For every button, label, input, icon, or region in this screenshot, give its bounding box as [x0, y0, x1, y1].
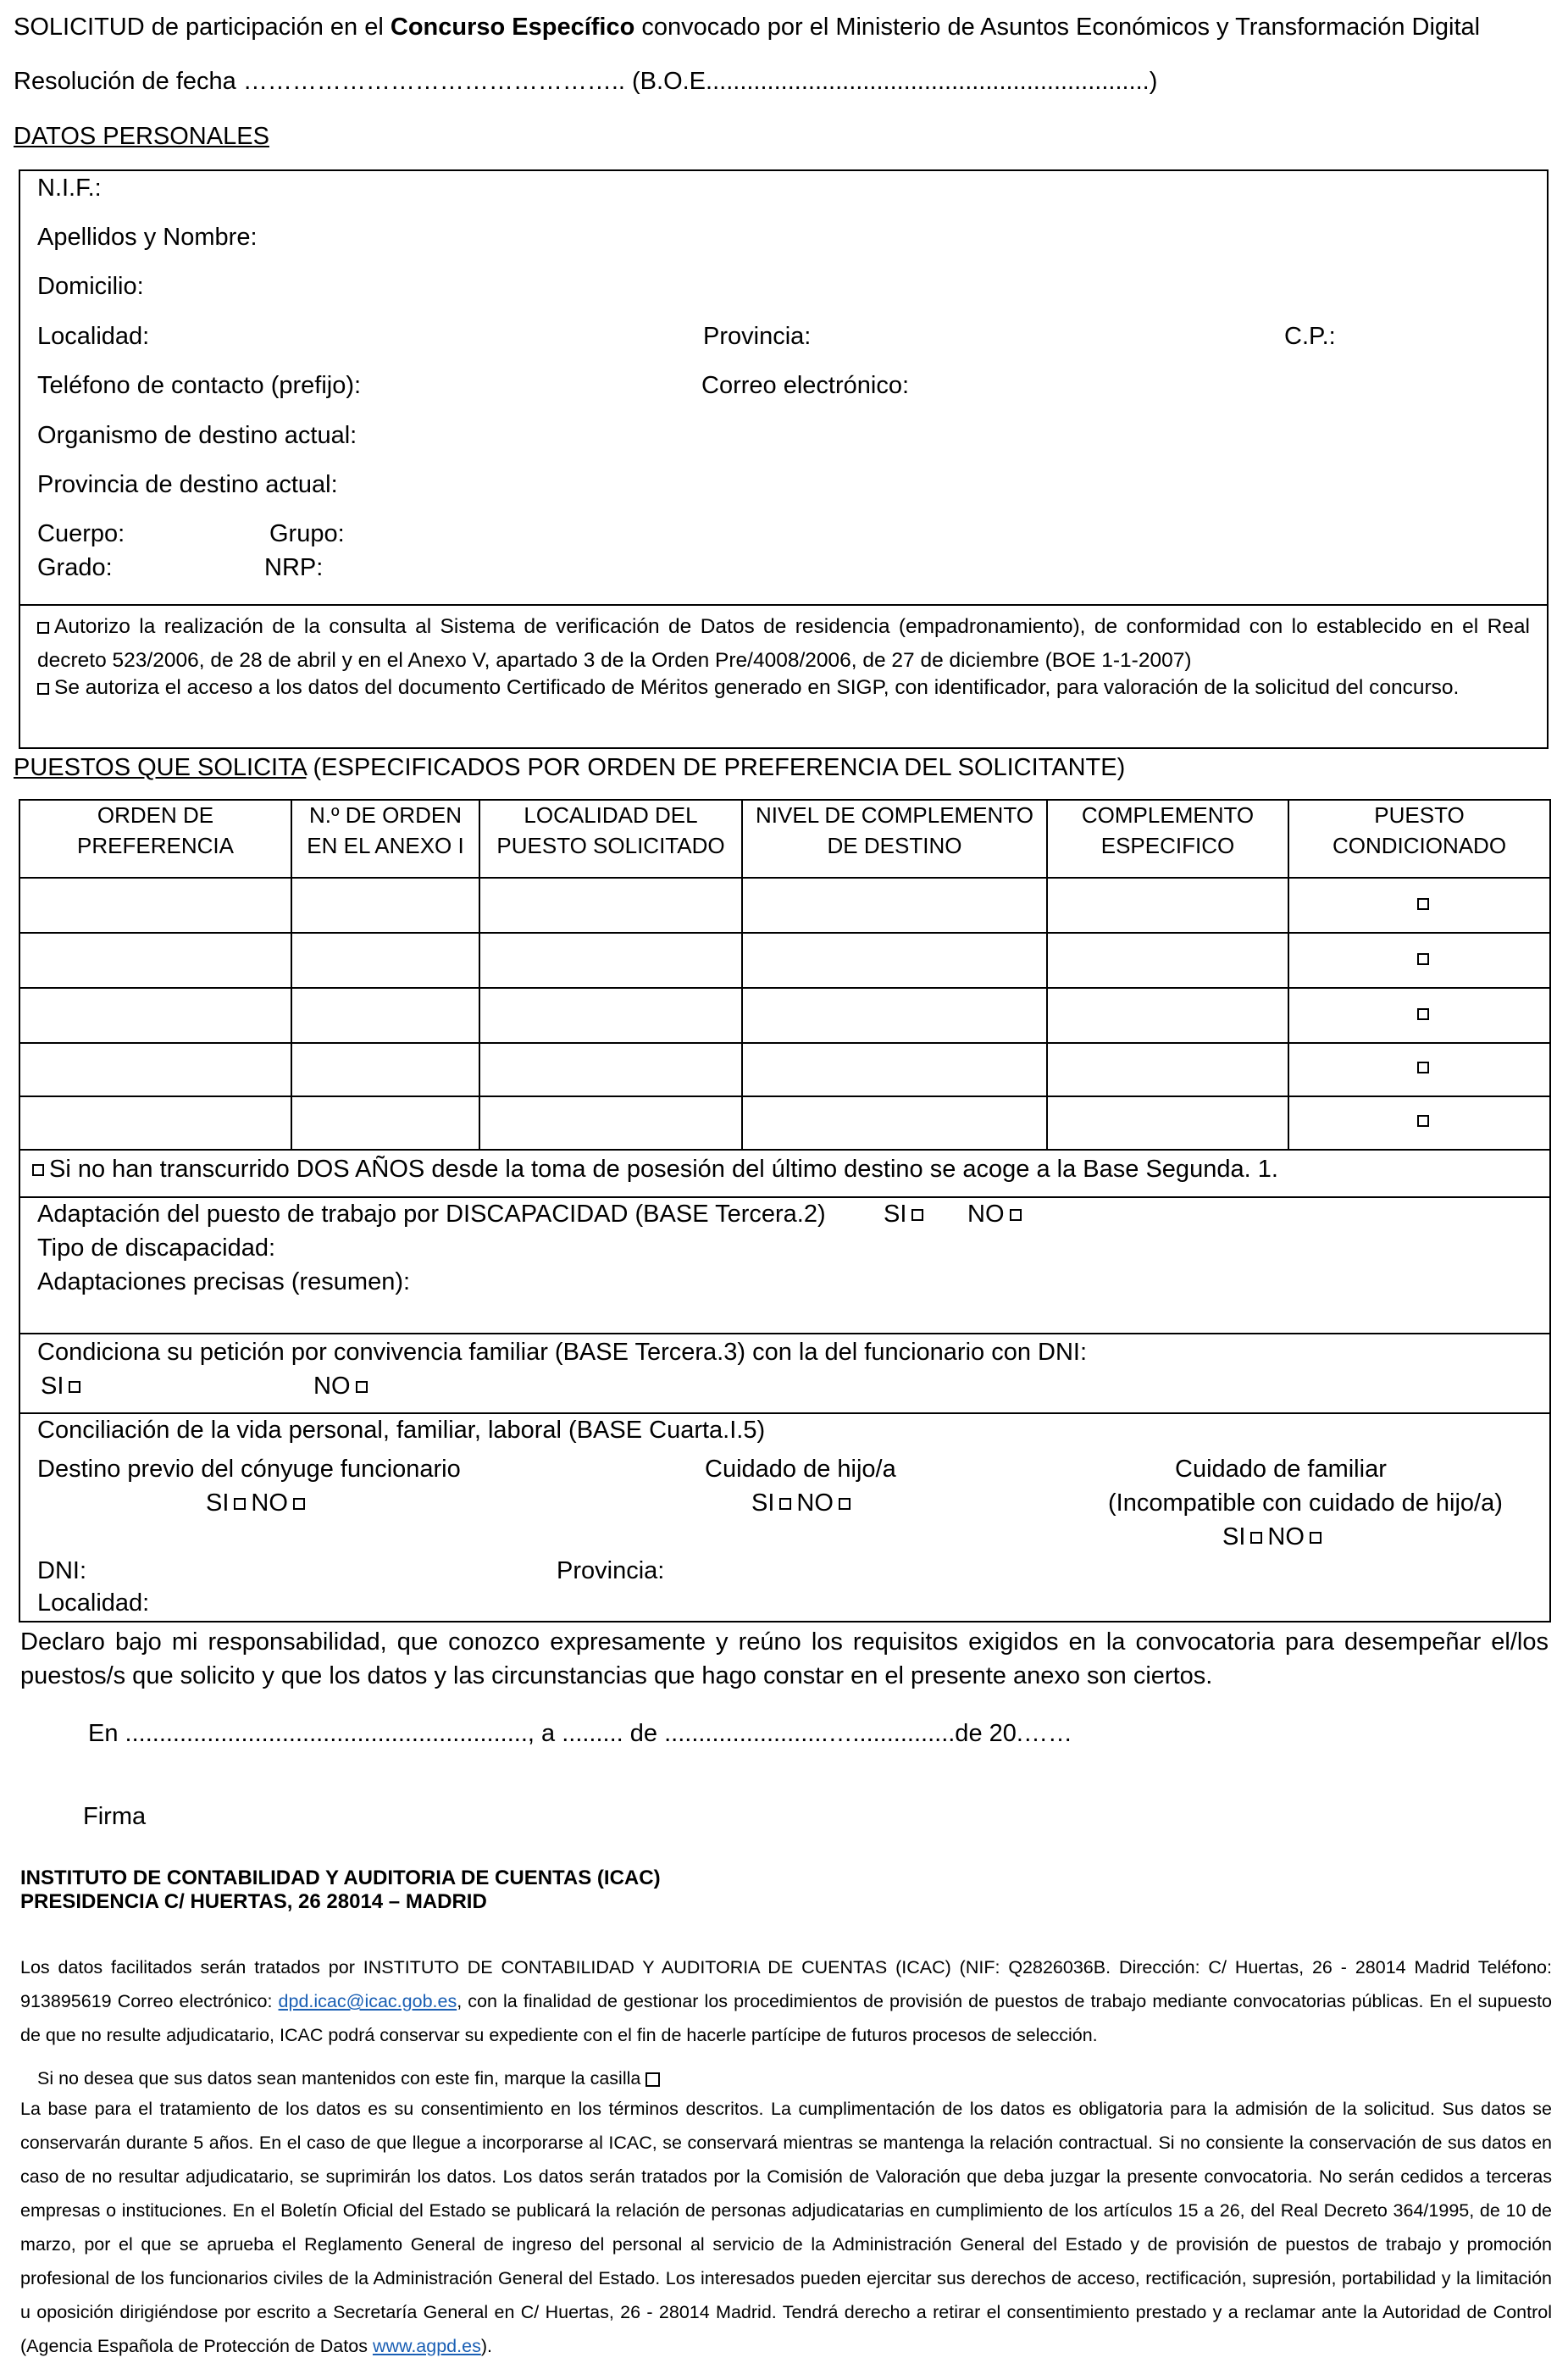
- divider: [19, 1412, 1551, 1414]
- table-row-divider: [19, 1042, 1551, 1044]
- familiar-si-checkbox[interactable]: [1250, 1532, 1262, 1544]
- si-label: SI: [1222, 1523, 1246, 1550]
- incompatible-label: (Incompatible con cuidado de hijo/a): [1108, 1489, 1503, 1517]
- si-label: SI: [41, 1373, 64, 1400]
- conyuge-no-checkbox[interactable]: [293, 1498, 305, 1510]
- privacy-text: [20, 1950, 1552, 2052]
- table-row-divider: [19, 1149, 1551, 1151]
- section-personal-title: DATOS PERSONALES: [14, 123, 269, 150]
- section-posts-title: [14, 752, 1125, 783]
- si-label: SI: [884, 1201, 907, 1228]
- table-header-divider: [19, 877, 1551, 879]
- province-label: Provincia:: [703, 323, 812, 350]
- col-header-anexo: N.º DE ORDEN EN EL ANEXO I: [307, 802, 464, 858]
- row-1-condition-checkbox[interactable]: [1417, 898, 1429, 910]
- optout-line: [37, 2061, 665, 2095]
- privacy-text-start: Los datos facilitados serán tratados por INSTITUTO DE CONTABILIDAD Y AUDITORIA DE CUENTAS (ICAC) (NIF: Q2826036B. Dirección: C/ Huertas, 26 - 28014 Madrid Teléfono: 913895619 Correo electrónico:: [20, 1957, 1552, 2011]
- row-3-condition-checkbox[interactable]: [1417, 1008, 1429, 1020]
- name-label: Apellidos y Nombre:: [37, 224, 258, 251]
- dos-anos-checkbox[interactable]: [32, 1164, 44, 1176]
- form-title: [14, 12, 1480, 42]
- adaptaciones-label: Adaptaciones precisas (resumen):: [37, 1268, 411, 1295]
- nif-label: N.I.F.:: [37, 175, 102, 202]
- footer-org-line1: INSTITUTO DE CONTABILIDAD Y AUDITORIA DE CUENTAS (ICAC): [20, 1867, 661, 1889]
- auth-residence: [37, 610, 1530, 678]
- address-label: Domicilio:: [37, 273, 144, 300]
- table-row-divider: [19, 987, 1551, 989]
- optout-checkbox[interactable]: [645, 2072, 660, 2087]
- cuerpo-label: Cuerpo:: [37, 520, 125, 547]
- divider: [19, 1196, 1551, 1198]
- dni-label: DNI:: [37, 1557, 86, 1584]
- row-4-condition-checkbox[interactable]: [1417, 1062, 1429, 1073]
- hijo-label: Cuidado de hijo/a: [705, 1456, 896, 1483]
- place-date-line: En ..........................................................., a ......... de ........................…...............de 20.……: [88, 1720, 1072, 1747]
- footer-org-line2: PRESIDENCIA C/ HUERTAS, 26 28014 – MADRID: [20, 1890, 487, 1913]
- table-row-divider: [19, 1096, 1551, 1097]
- dos-anos-line: [32, 1154, 1278, 1184]
- conciliacion-label: Conciliación de la vida personal, familiar, laboral (BASE Cuarta.I.5): [37, 1417, 766, 1444]
- no-label: NO: [313, 1373, 351, 1400]
- col-header-nivel: NIVEL DE COMPLEMENTO DE DESTINO: [756, 802, 1033, 858]
- divider: [19, 1333, 1551, 1334]
- resolution-line: Resolución de fecha ……………………………………….. (B.O.E.................................................................): [14, 68, 1158, 95]
- convivencia-no-checkbox[interactable]: [356, 1381, 368, 1393]
- legal-text-start: La base para el tratamiento de los datos es su consentimiento en los términos descritos. La cumplimentación de los datos es obligatoria para la admisión de la solicitud. Sus datos se conservarán durante 5 años. En el caso de que llegue a incorporarse al ICAC, se conservará mientras se mantenga la relación contractual. Si no consiente la conservación de sus datos en caso de no resultar adjudicatario, se suprimirán los datos. Los datos serán tratados por la Comisión de Valoración que deba juzgar la presente convocatoria. No serán cedidos a terceras empresas o instituciones. En el Boletín Oficial del Estado se publicará la relación de personas adjudicatarias en cumplimiento de los artículos 15 a 26, del Real Decreto 364/1995, de 10 de marzo, por el que se aprueba el Reglamento General de ingreso del personal al servicio de la Administración General del Estado y de provisión de puestos de trabajo y promoción profesional de los funcionarios civiles de la Administración General del Estado. Los interesados pueden ejercitar sus derechos de acceso, rectificación, supresión, portabilidad y la limitación u oposición dirigiéndose por escrito a Secretaría General en C/ Huertas, 26 - 28014 Madrid. Tendrá derecho a retirar el consentimiento prestado y a reclamar ante la Autoridad de Control (Agencia Española de Protección de Datos: [20, 2099, 1552, 2356]
- convivencia-si: [41, 1371, 86, 1401]
- no-label: NO: [251, 1489, 288, 1517]
- familiar-no-checkbox[interactable]: [1310, 1532, 1321, 1544]
- convivencia-label: Condiciona su petición por convivencia familiar (BASE Tercera.3) con la del funcionario con DNI:: [37, 1339, 1088, 1366]
- familiar-label: Cuidado de familiar: [1175, 1456, 1387, 1483]
- conyuge-si: [206, 1488, 310, 1518]
- row-2-condition-checkbox[interactable]: [1417, 953, 1429, 965]
- col-header-complemento: COMPLEMENTO ESPECIFICO: [1081, 802, 1255, 858]
- declaration-text: Declaro bajo mi responsabilidad, que conozco expresamente y reúno los requisitos exigidos en la convocatoria para desempeñar el/los puestos/s que solicito y que los datos y las circunstancias que hago constar en el presente anexo son ciertos.: [20, 1628, 1549, 1689]
- title-bold: Concurso Específico: [390, 14, 635, 41]
- no-label: NO: [796, 1489, 834, 1517]
- no-label: NO: [1267, 1523, 1305, 1550]
- auth-sigp: [37, 671, 1530, 705]
- privacy-text-end: , con la finalidad de gestionar los procedimientos de provisión de puestos de trabajo mediante convocatorias públicas. En el supuesto de que no resulte adjudicatario, ICAC podrá conservar su expediente con el fin de hacerle partícipe de futuros procesos de selección.: [20, 1991, 1553, 2045]
- discapacidad-si: [884, 1199, 928, 1229]
- email-label: Correo electrónico:: [701, 372, 909, 399]
- discapacidad-label: Adaptación del puesto de trabajo por DISCAPACIDAD (BASE Tercera.2): [37, 1201, 826, 1228]
- conyuge-si-checkbox[interactable]: [234, 1498, 246, 1510]
- grado-label: Grado:: [37, 554, 113, 581]
- si-label: SI: [206, 1489, 230, 1517]
- hijo-si-checkbox[interactable]: [779, 1498, 791, 1510]
- legal-text-end: ).: [480, 2336, 492, 2356]
- auth-residence-checkbox[interactable]: [37, 622, 49, 634]
- col-header-localidad: LOCALIDAD DEL PUESTO SOLICITADO: [496, 802, 725, 858]
- posts-title-underlined: PUESTOS QUE SOLICITA: [14, 754, 307, 781]
- locality-label: Localidad:: [37, 323, 150, 350]
- auth-sigp-text: Se autoriza el acceso a los datos del documento Certificado de Méritos generado en SIGP, con identificador, para valoración de la solicitud del concurso.: [54, 676, 1460, 699]
- familiar-si: [1222, 1522, 1327, 1552]
- auth-sigp-checkbox[interactable]: [37, 683, 49, 695]
- localidad-label: Localidad:: [37, 1589, 150, 1617]
- row-5-condition-checkbox[interactable]: [1417, 1115, 1429, 1127]
- signature-label: Firma: [83, 1803, 147, 1830]
- col-header-orden: ORDEN DE PREFERENCIA: [77, 802, 234, 858]
- convivencia-si-checkbox[interactable]: [69, 1381, 80, 1393]
- convivencia-no: [313, 1371, 373, 1401]
- si-label: SI: [751, 1489, 775, 1517]
- grupo-label: Grupo:: [269, 520, 345, 547]
- discapacidad-no: [967, 1199, 1027, 1229]
- discapacidad-si-checkbox[interactable]: [911, 1209, 923, 1221]
- auth-residence-text: Autorizo la realización de la consulta al Sistema de verificación de Datos de residencia (empadronamiento), de conformidad con lo establecido en el Real decreto 523/2006, de 28 de abril y en el Anexo V, apartado 3 de la Orden Pre/4008/2006, de 27 de diciembre (BOE 1-1-2007): [37, 615, 1530, 672]
- divider: [19, 604, 1549, 606]
- title-text-end: convocado por el Ministerio de Asuntos Económicos y Transformación Digital: [634, 14, 1481, 41]
- optout-text: Si no desea que sus datos sean mantenidos con este fin, marque la casilla: [37, 2068, 641, 2088]
- col-header-condicionado: PUESTO CONDICIONADO: [1332, 802, 1507, 858]
- table-row-divider: [19, 932, 1551, 934]
- conyuge-label: Destino previo del cónyuge funcionario: [37, 1456, 461, 1483]
- tipo-discapacidad-label: Tipo de discapacidad:: [37, 1234, 276, 1262]
- hijo-no-checkbox[interactable]: [839, 1498, 850, 1510]
- prov-dest-label: Provincia de destino actual:: [37, 471, 338, 498]
- org-label: Organismo de destino actual:: [37, 422, 357, 449]
- nrp-label: NRP:: [264, 554, 324, 581]
- posts-subtitle: (ESPECIFICADOS POR ORDEN DE PREFERENCIA DEL SOLICITANTE): [306, 754, 1126, 781]
- legal-text: [20, 2092, 1552, 2363]
- privacy-email-link[interactable]: dpd.icac@icac.gob.es: [278, 1991, 457, 2011]
- agpd-link[interactable]: www.agpd.es: [372, 2336, 481, 2356]
- cp-label: C.P.:: [1284, 323, 1336, 350]
- no-label: NO: [967, 1201, 1005, 1228]
- dos-anos-text: Si no han transcurrido DOS AÑOS desde la toma de posesión del último destino se acoge a la Base Segunda. 1.: [49, 1156, 1278, 1183]
- discapacidad-no-checkbox[interactable]: [1010, 1209, 1022, 1221]
- hijo-si: [751, 1488, 856, 1518]
- title-text: SOLICITUD de participación en el: [14, 14, 391, 41]
- provincia-label: Provincia:: [557, 1557, 665, 1584]
- phone-label: Teléfono de contacto (prefijo):: [37, 372, 362, 399]
